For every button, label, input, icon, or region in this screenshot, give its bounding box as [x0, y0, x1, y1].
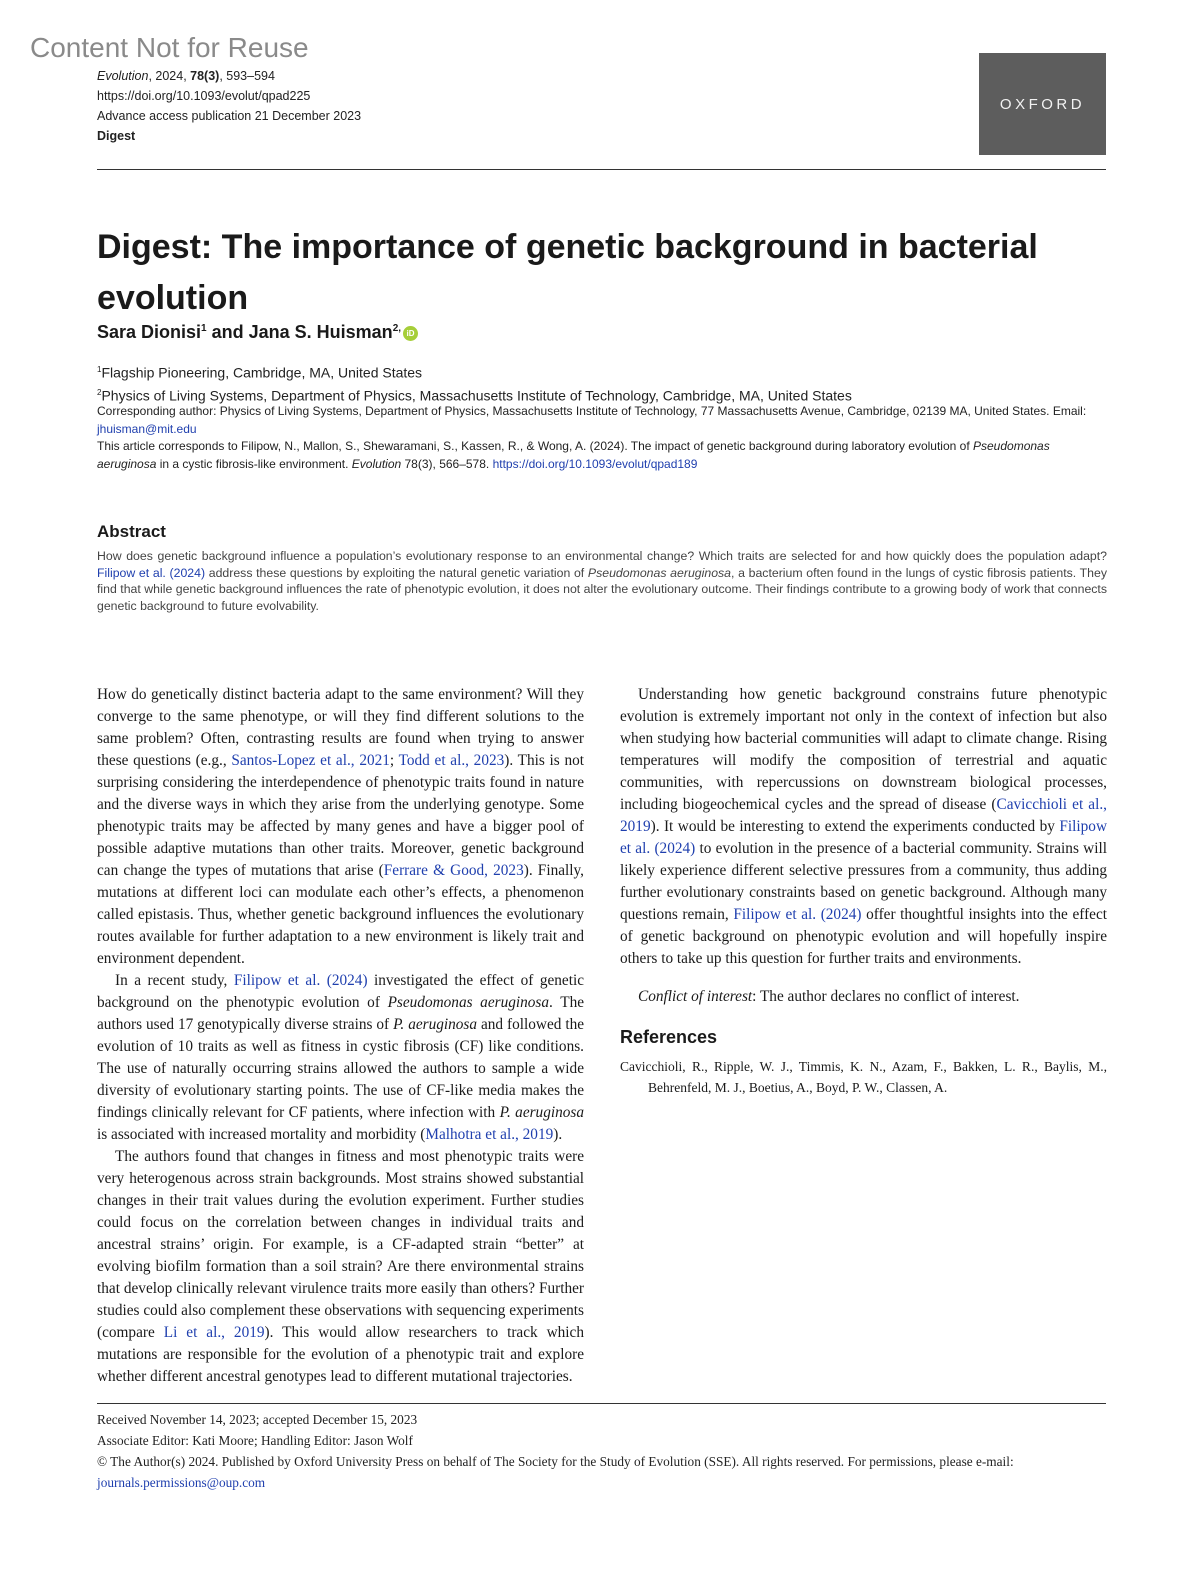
paragraph-text: ). Finally, mutations at different loci can modulate each other’s effects, a phenomenon called epistasis. Thus, whether genetic background influences the evolutionary routes available for further adaptation to a new environment is likely trait and environment dependent. — [97, 862, 584, 967]
note-text: This article corresponds to Filipow, N., Mallon, S., Shewaramani, S., Kassen, R., & Wong, A. (2024). The impact of genetic background during laboratory evolution of — [97, 439, 973, 453]
paragraph-text: ). This is not surprising considering the interdependence of phenotypic traits found in nature and the diverse ways in which they arise from the underlying genotype. Some phenotypic traits may be affected by many genes and have a bigger pool of possible adaptive mutations than other traits. Moreover, genetic background can change the types of mutations that arise ( — [97, 752, 584, 879]
copyright-notice — [97, 1451, 1109, 1493]
article-doi[interactable]: https://doi.org/10.1093/evolut/qpad225 — [97, 89, 311, 103]
author-name[interactable]: Sara Dionisi — [97, 322, 202, 342]
paragraph-text: The authors found that changes in fitness and most phenotypic traits were very heterogenous across strain backgrounds. Most strains showed substantial changes in their trait values during the evolution experiment. Further studies could focus on the correlation between changes in individual traits and ancestral strains’ origin. For example, is a CF-adapted strain “better” at evolving biofilm formation than a soil strain? Are there environmental strains that develop clinically relevant virulence traits more easily than others? Further studies could also complement these observations with sequencing experiments (compare — [97, 1148, 584, 1341]
affiliation-marker: 2 — [97, 387, 102, 397]
paragraph-text: and followed the evolution of 10 traits as well as fitness in cystic fibrosis (CF) like conditions. The use of naturally occurring strains allowed the authors to sample a wide diversity of evolutionary starting points. The use of CF-like media makes the findings clinically relevant for CF patients, where infection with — [97, 1016, 585, 1121]
citation-link[interactable]: Li et al., 2019 — [163, 1324, 265, 1341]
affiliation-2 — [97, 383, 1107, 406]
species-name: Pseudomonas aeruginosa — [587, 565, 732, 580]
article-section: Digest — [97, 129, 136, 143]
affiliation-text: Physics of Living Systems, Department of Physics, Massachusetts Institute of Technology, Cambridge, MA, United States — [101, 387, 852, 404]
article-title: Digest: The importance of genetic background in bacterial evolution — [97, 228, 1038, 317]
orcid-icon[interactable]: iD — [403, 326, 418, 341]
affiliation-marker: 1 — [97, 365, 102, 374]
affiliations — [97, 360, 1107, 405]
abstract-heading: Abstract — [97, 522, 166, 541]
body-paragraph — [97, 970, 584, 1146]
corresponding-email-link[interactable]: jhuisman@mit.edu — [97, 421, 197, 436]
journal-year: , 2024, — [148, 69, 191, 83]
journal-pages: , 593–594 — [219, 69, 275, 83]
affiliation-marker: 1 — [201, 323, 207, 334]
header-divider — [97, 169, 1106, 170]
paragraph-text: offer thoughtful insights into the effect of genetic background on phenotypic evolution and will hopefully inspire others to take up this question for further traits and environments. — [620, 906, 1107, 967]
copyright-text: © The Author(s) 2024. Published by Oxford University Press on behalf of The Society for the Study of Evolution (SSE). All rights reserved. For permissions, please e-mail: — [97, 1454, 1014, 1469]
paragraph-text: investigated the effect of genetic background on the phenotypic evolution of — [97, 972, 584, 1011]
species-name: P. aeruginosa — [499, 1104, 585, 1121]
species-name: P. aeruginosa — [393, 1016, 478, 1033]
paragraph-text: Understanding how genetic background constrains future phenotypic evolution is extremely important not only in the context of infection but also when studying how bacterial communities will adapt to climate change. Rising temperatures will modify the composition of terrestrial and aquatic communities, with repercussions on downstream biological processes, including biogeochemical cycles and the spread of disease ( — [620, 686, 1107, 813]
coi-label: Conflict of interest — [638, 988, 753, 1005]
publisher-logo[interactable]: OXFORD — [979, 53, 1106, 155]
species-name: Pseudomonas aeruginosa — [97, 439, 1050, 471]
reference-entry: Cavicchioli, R., Ripple, W. J., Timmis, K. N., Azam, F., Bakken, L. R., Baylis, M., Behrenfeld, M. J., Boetius, A., Boyd, P. W., Classen, A. — [620, 1059, 1107, 1095]
journal-metadata — [97, 66, 697, 146]
paragraph-text: ). — [553, 1126, 563, 1143]
author-joiner: and — [206, 322, 249, 342]
citation-link[interactable]: Ferrare & Good, 2023 — [383, 862, 524, 879]
corresponding-article-doi-link[interactable]: https://doi.org/10.1093/evolut/qpad189 — [492, 456, 698, 471]
note-text: 78(3), 566–578. — [401, 456, 493, 471]
body-paragraph — [97, 684, 584, 970]
affiliation-text: Flagship Pioneering, Cambridge, MA, United States — [101, 364, 423, 381]
abstract-sentence: address these questions by exploiting the natural genetic variation of — [205, 565, 588, 580]
affiliation-marker: 2, — [392, 323, 402, 334]
author-name[interactable]: Jana S. Huisman — [248, 322, 393, 342]
body-paragraph — [97, 1146, 584, 1388]
citation-link[interactable]: Filipow et al. (2024) — [97, 565, 206, 580]
author-list — [97, 322, 418, 343]
paragraph-text: ). It would be interesting to extend the experiments conducted by — [650, 818, 1060, 835]
footer-divider — [97, 1403, 1106, 1404]
citation-link[interactable]: Filipow et al. (2024) — [733, 906, 862, 923]
abstract-sentence: , a bacterium often found in the lungs of cystic fibrosis patients. They find that while genetic background influences the rate of phenotypic evolution, it does not alter the evolutionary outcome. Their findings contribute to a growing body of work that connects genetic background to future evolvability. — [97, 565, 1108, 613]
journal-name: Evolution — [97, 69, 149, 83]
journal-volume: 78(3) — [190, 69, 220, 83]
abstract-text — [97, 548, 1107, 614]
corresponding-author — [97, 403, 1107, 438]
conflict-of-interest — [620, 986, 1107, 1008]
watermark: Content Not for Reuse — [30, 32, 309, 63]
references-heading: References — [620, 1027, 718, 1047]
article-footer — [97, 1409, 1109, 1493]
paragraph-text: is associated with increased mortality and morbidity ( — [97, 1126, 426, 1143]
note-text: in a cystic fibrosis-like environment. — [156, 456, 352, 471]
correspondence-note — [97, 438, 1107, 473]
corresponding-text: Corresponding author: Physics of Living Systems, Department of Physics, Massachusetts Institute of Technology, 77 Massachusetts Avenue, Cambridge, 02139 MA, United States. Email: — [97, 404, 1087, 418]
coi-text: : The author declares no conflict of interest. — [752, 988, 1020, 1005]
body-column-right — [620, 684, 1107, 1098]
citation-link[interactable]: Cavicchioli et al., 2019 — [620, 796, 1107, 835]
paragraph-text: ). This would allow researchers to track which mutations are responsible for the evolution of a phenotypic trait and explore whether different ancestral genotypes lead to different mutational trajectories. — [97, 1324, 584, 1385]
citation-link[interactable]: Santos-Lopez et al., 2021 — [231, 752, 390, 769]
received-dates: Received November 14, 2023; accepted December 15, 2023 — [97, 1412, 418, 1427]
citation-link[interactable]: Malhotra et al., 2019 — [425, 1126, 554, 1143]
paragraph-text: . The authors used 17 genotypically diverse strains of — [97, 994, 585, 1033]
body-column-left — [97, 684, 584, 1388]
paragraph-text: How do genetically distinct bacteria adapt to the same environment? Will they converge to the same phenotype, or will they find different solutions to the same problem? Often, contrasting results are found when trying to answer these questions (e.g., — [97, 686, 584, 769]
paragraph-text: to evolution in the presence of a bacterial community. Strains will likely experience different selective pressures from a community, thus adding further evolutionary constraints based on genetic background. Although many questions remain, — [620, 840, 1107, 923]
citation-link[interactable]: Filipow et al. (2024) — [233, 972, 368, 989]
body-paragraph — [620, 684, 1107, 970]
affiliation-1 — [97, 360, 1107, 383]
citation-link[interactable]: Todd et al., 2023 — [398, 752, 505, 769]
permissions-email-link[interactable]: journals.permissions@oup.com — [97, 1475, 266, 1490]
species-name: Pseudomonas aeruginosa — [387, 994, 550, 1011]
journal-citation — [97, 66, 697, 86]
paragraph-text: ; — [389, 752, 399, 769]
citation-link[interactable]: Filipow et al. (2024) — [620, 818, 1107, 857]
abstract-sentence: How does genetic background influence a population’s evolutionary response to an environmental change? Which traits are selected for and how quickly does the population adapt? — [97, 549, 1107, 563]
paragraph-text: In a recent study, — [115, 972, 234, 989]
editors: Associate Editor: Kati Moore; Handling Editor: Jason Wolf — [97, 1433, 413, 1448]
advance-access-date: Advance access publication 21 December 2023 — [97, 109, 362, 123]
journal-name: Evolution — [351, 456, 402, 471]
article-notes — [97, 403, 1107, 473]
